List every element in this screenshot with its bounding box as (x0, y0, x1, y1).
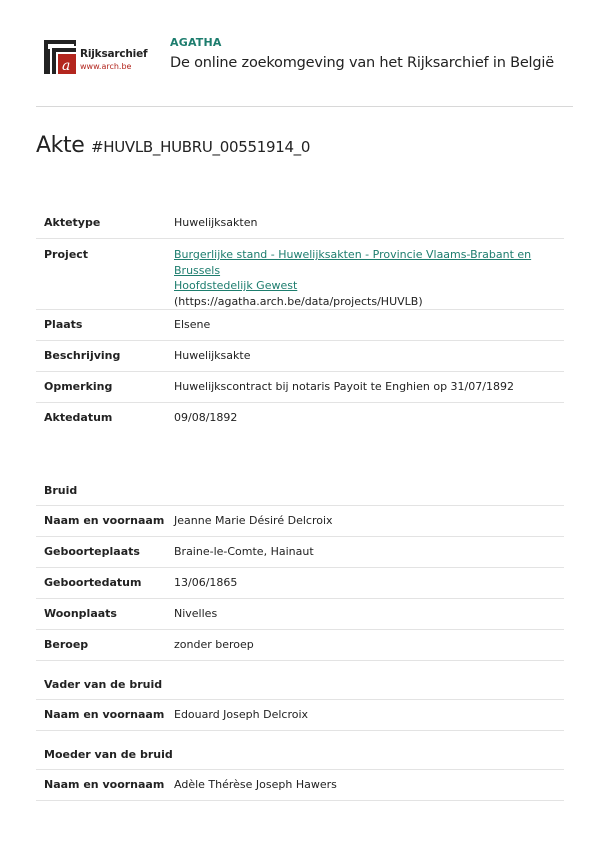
aktedatum-value: 09/08/1892 (174, 411, 238, 424)
table-row (36, 568, 564, 599)
beschrijving-value: Huwelijksakte (174, 349, 251, 362)
moeder-naam-label: Naam en voornaam (44, 778, 165, 791)
persons-table (36, 467, 564, 801)
table-row (36, 630, 564, 661)
title-id: #HUVLB_HUBRU_00551914_0 (90, 138, 311, 156)
table-row (36, 506, 564, 537)
vader-heading: Vader van de bruid (44, 678, 163, 691)
vader-naam-value: Edouard Joseph Delcroix (174, 708, 309, 721)
table-row (36, 310, 564, 341)
section-heading-row (36, 731, 564, 770)
logo-name: Rijksarchief (80, 48, 148, 60)
plaats-label: Plaats (44, 318, 83, 331)
table-row (36, 599, 564, 630)
aktetype-value: Huwelijksakten (174, 216, 258, 229)
opmerking-label: Opmerking (44, 380, 113, 393)
aktetype-label: Aktetype (44, 216, 101, 229)
table-row (36, 372, 564, 403)
opmerking-value: Huwelijkscontract bij notaris Payoit te Enghien op 31/07/1892 (174, 380, 514, 393)
moeder-heading: Moeder van de bruid (44, 748, 173, 761)
bruid-geboortedatum-value: 13/06/1865 (174, 576, 238, 589)
bruid-heading: Bruid (44, 484, 78, 497)
project-link[interactable] (174, 248, 531, 292)
bruid-naam-value: Jeanne Marie Désiré Delcroix (174, 514, 333, 527)
aktedatum-label: Aktedatum (44, 411, 113, 424)
page-header (0, 0, 600, 108)
bruid-woonplaats-value: Nivelles (174, 607, 218, 620)
bruid-beroep-label: Beroep (44, 638, 89, 651)
section-heading-row (36, 661, 564, 700)
rijksarchief-logo-icon (44, 40, 78, 76)
table-row (36, 239, 564, 310)
bruid-geboortedatum-label: Geboortedatum (44, 576, 142, 589)
bruid-geboorteplaats-value: Braine-le-Comte, Hainaut (174, 545, 314, 558)
table-row (36, 208, 564, 239)
tagline: De online zoekomgeving van het Rijksarchief in België (170, 55, 554, 71)
table-row (36, 341, 564, 372)
rijksarchief-logo[interactable] (44, 40, 154, 76)
project-link-line2: Hoofdstedelijk Gewest (174, 279, 298, 292)
vader-naam-label: Naam en voornaam (44, 708, 165, 721)
bruid-beroep-value: zonder beroep (174, 638, 254, 651)
project-label: Project (44, 248, 89, 261)
section-heading-row (36, 467, 564, 506)
header-divider (36, 106, 573, 107)
bruid-woonplaats-label: Woonplaats (44, 607, 117, 620)
title-prefix: Akte (36, 133, 85, 158)
brand-name: AGATHA (170, 36, 222, 49)
page-title (36, 133, 310, 158)
beschrijving-label: Beschrijving (44, 349, 121, 362)
akte-details-table (36, 208, 564, 433)
bruid-naam-label: Naam en voornaam (44, 514, 165, 527)
moeder-naam-value: Adèle Thérèse Joseph Hawers (174, 778, 337, 791)
table-row (36, 770, 564, 801)
logo-url: www.arch.be (80, 62, 132, 71)
svg-text:a: a (62, 58, 71, 74)
table-row (36, 537, 564, 568)
table-row (36, 700, 564, 731)
table-row (36, 403, 564, 434)
project-link-line1: Burgerlijke stand - Huwelijksakten - Provincie Vlaams-Brabant en Brussels (174, 248, 532, 277)
bruid-geboorteplaats-label: Geboorteplaats (44, 545, 140, 558)
plaats-value: Elsene (174, 318, 211, 331)
project-url: (https://agatha.arch.be/data/projects/HUVLB) (174, 294, 423, 308)
